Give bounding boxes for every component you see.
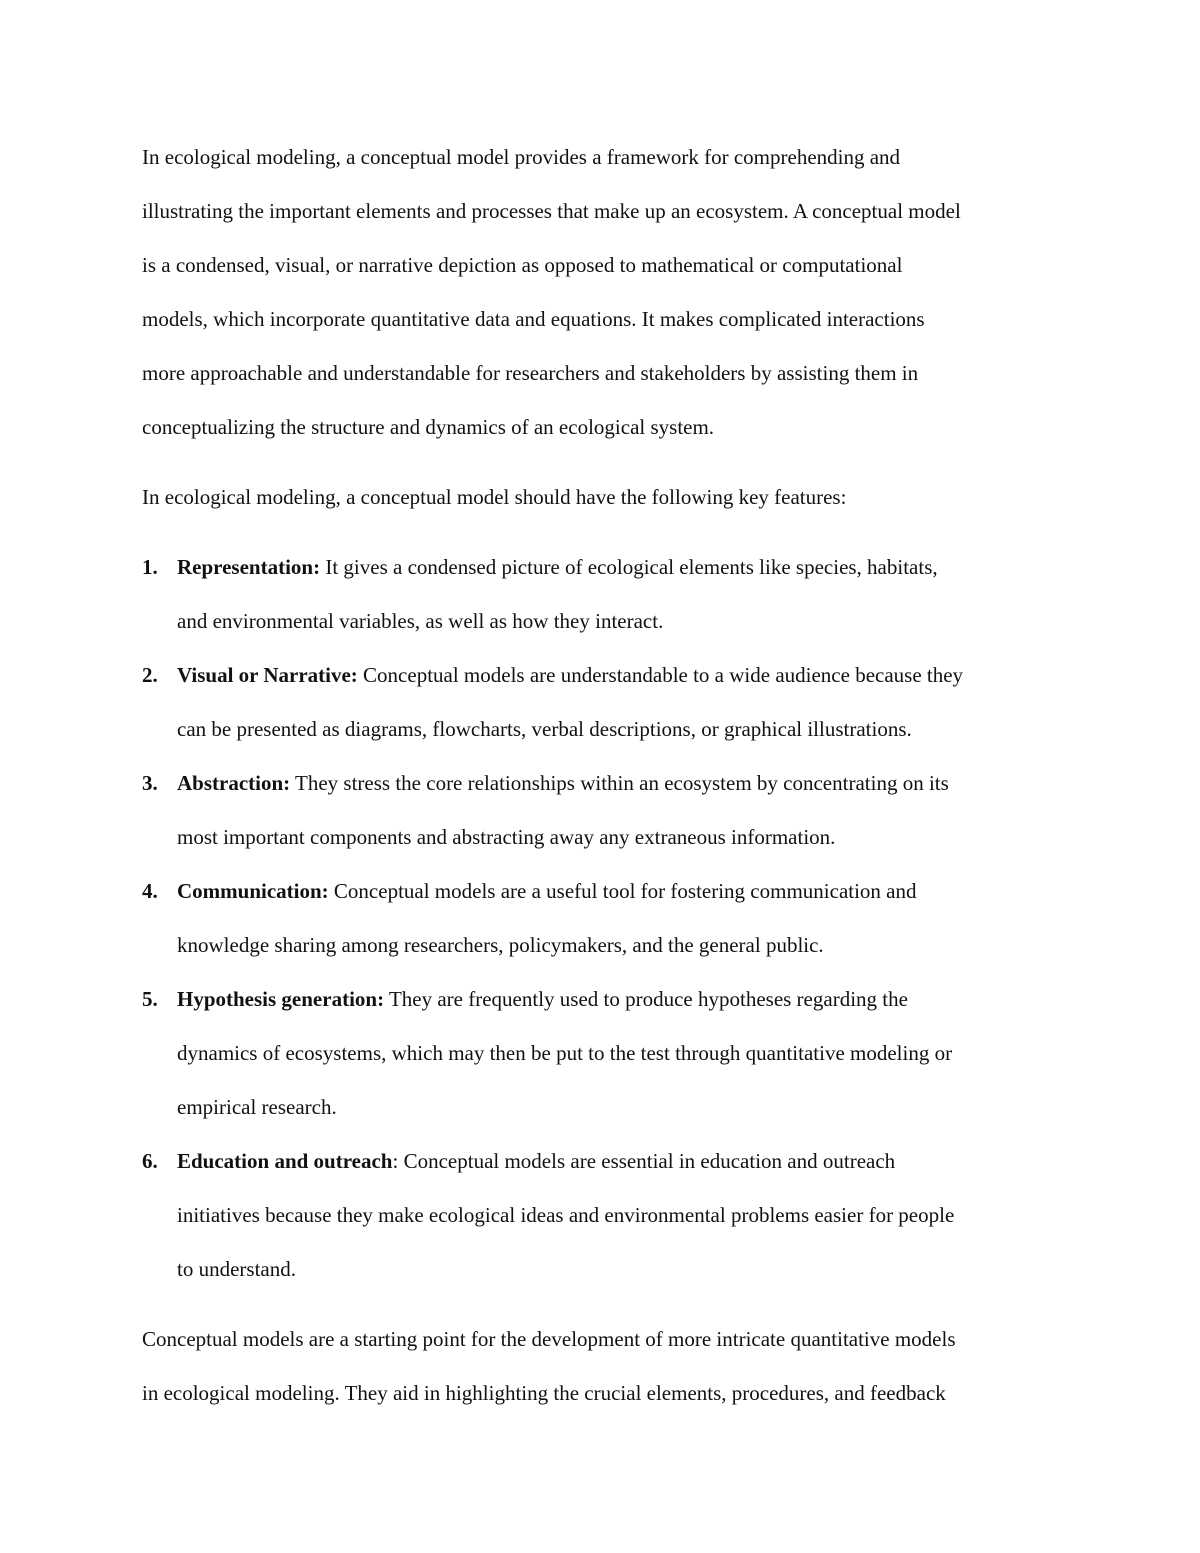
text-line: models, which incorporate quantitative data and equations. It makes complicated interactions — [142, 307, 925, 331]
feature-description: It gives a condensed picture of ecological elements like species, habitats, — [320, 555, 938, 579]
feature-term: Hypothesis generation: — [177, 987, 385, 1011]
feature-description-continued: can be presented as diagrams, flowcharts, verbal descriptions, or graphical illustrations. — [177, 717, 912, 741]
list-number: 5. — [142, 987, 158, 1011]
list-number: 6. — [142, 1149, 158, 1173]
list-item — [142, 756, 1062, 864]
paragraph-conceptual-model-starting-point — [142, 1312, 1062, 1420]
text-line: Conceptual models are a starting point for the development of more intricate quantitative models — [142, 1327, 956, 1351]
text-line: is a condensed, visual, or narrative depiction as opposed to mathematical or computational — [142, 253, 903, 277]
feature-description: Conceptual models are a useful tool for fostering communication and — [328, 879, 917, 903]
feature-term: Abstraction: — [177, 771, 291, 795]
feature-term: Education and outreach — [177, 1149, 393, 1173]
feature-description-continued: to understand. — [177, 1257, 296, 1281]
feature-description-continued: knowledge sharing among researchers, policymakers, and the general public. — [177, 933, 824, 957]
feature-description: Conceptual models are understandable to a wide audience because they — [357, 663, 964, 687]
list-number: 2. — [142, 663, 158, 687]
list-item — [142, 864, 1062, 972]
feature-description-continued: dynamics of ecosystems, which may then be put to the test through quantitative modeling or — [177, 1041, 953, 1065]
text-line: In ecological modeling, a conceptual model provides a framework for comprehending and — [142, 145, 901, 169]
list-item — [142, 972, 1062, 1134]
list-number: 4. — [142, 879, 158, 903]
feature-description: They stress the core relationships within an ecosystem by concentrating on its — [290, 771, 949, 795]
feature-term: Visual or Narrative: — [177, 663, 358, 687]
feature-description-continued: initiatives because they make ecological ideas and environmental problems easier for people — [177, 1203, 955, 1227]
list-item — [142, 648, 1062, 756]
text-line: illustrating the important elements and processes that make up an ecosystem. A conceptual model — [142, 199, 961, 223]
key-features-list — [142, 540, 1062, 1296]
list-number: 3. — [142, 771, 158, 795]
feature-description-continued: most important components and abstracting away any extraneous information. — [177, 825, 836, 849]
feature-term: Communication: — [177, 879, 329, 903]
feature-description-continued: empirical research. — [177, 1095, 337, 1119]
list-number: 1. — [142, 555, 158, 579]
list-item — [142, 1134, 1062, 1296]
text-line: in ecological modeling. They aid in highlighting the crucial elements, procedures, and feedback — [142, 1381, 946, 1405]
feature-description-continued: and environmental variables, as well as how they interact. — [177, 609, 664, 633]
feature-term: Representation: — [177, 555, 321, 579]
text-line: more approachable and understandable for researchers and stakeholders by assisting them in — [142, 361, 919, 385]
feature-description: They are frequently used to produce hypotheses regarding the — [384, 987, 908, 1011]
list-item — [142, 540, 1062, 648]
text-line: conceptualizing the structure and dynamics of an ecological system. — [142, 415, 715, 439]
paragraph-conceptual-model-definition — [142, 130, 1062, 454]
feature-description: : Conceptual models are essential in education and outreach — [392, 1149, 896, 1173]
features-intro: In ecological modeling, a conceptual model should have the following key features: — [142, 485, 847, 509]
